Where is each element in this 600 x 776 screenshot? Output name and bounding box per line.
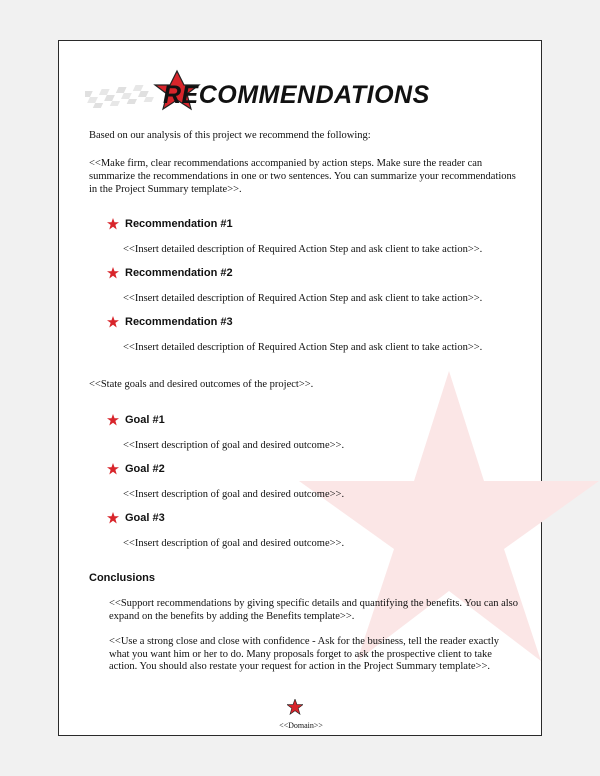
goal-heading: Goal #3 xyxy=(125,512,165,524)
star-bullet-icon xyxy=(107,316,119,328)
footer-star-icon xyxy=(287,699,303,715)
instructions-text: <<Make firm, clear recommendations accompanied by action steps. Make sure the reader can summarize the recommendations in one or two sentences. You can summarize your recommendations in the Project Summary template>>. xyxy=(89,158,516,195)
goal-description: <<Insert description of goal and desired outcome>>. xyxy=(123,440,345,451)
conclusions-heading: Conclusions xyxy=(89,572,156,584)
intro-text: Based on our analysis of this project we recommend the following: xyxy=(89,130,371,141)
goals-intro-text: <<State goals and desired outcomes of the project>>. xyxy=(89,379,314,390)
star-bullet-icon xyxy=(107,512,119,524)
star-bullet-icon xyxy=(107,414,119,426)
recommendation-description: <<Insert detailed description of Required Action Step and ask client to take action>>. xyxy=(123,293,483,304)
goal-heading: Goal #2 xyxy=(125,463,165,475)
recommendation-description: <<Insert detailed description of Required Action Step and ask client to take action>>. xyxy=(123,342,483,353)
footer-domain: <<Domain>> xyxy=(279,721,323,730)
star-bullet-icon xyxy=(107,267,119,279)
goal-description: <<Insert description of goal and desired outcome>>. xyxy=(123,538,345,549)
document-page xyxy=(58,40,542,736)
page-title: RECOMMENDATIONS xyxy=(163,81,430,109)
star-bullet-icon xyxy=(107,463,119,475)
goal-description: <<Insert description of goal and desired outcome>>. xyxy=(123,489,345,500)
conclusions-paragraph: <<Use a strong close and close with confidence - Ask for the business, tell the reader exactly what you want him or her to do. Many proposals forget to ask the prospective client to take action. You should also restate your request for action in the Project Summary template>>. xyxy=(109,636,500,672)
goal-heading: Goal #1 xyxy=(125,414,165,426)
recommendation-description: <<Insert detailed description of Required Action Step and ask client to take action>>. xyxy=(123,244,483,255)
conclusions-paragraph: <<Support recommendations by giving specific details and quantifying the benefits. You can also expand on the benefits by adding the Benefits template>>. xyxy=(109,598,519,622)
recommendation-heading: Recommendation #3 xyxy=(125,316,233,328)
recommendation-heading: Recommendation #2 xyxy=(125,267,233,279)
star-bullet-icon xyxy=(107,218,119,230)
recommendation-heading: Recommendation #1 xyxy=(125,218,233,230)
